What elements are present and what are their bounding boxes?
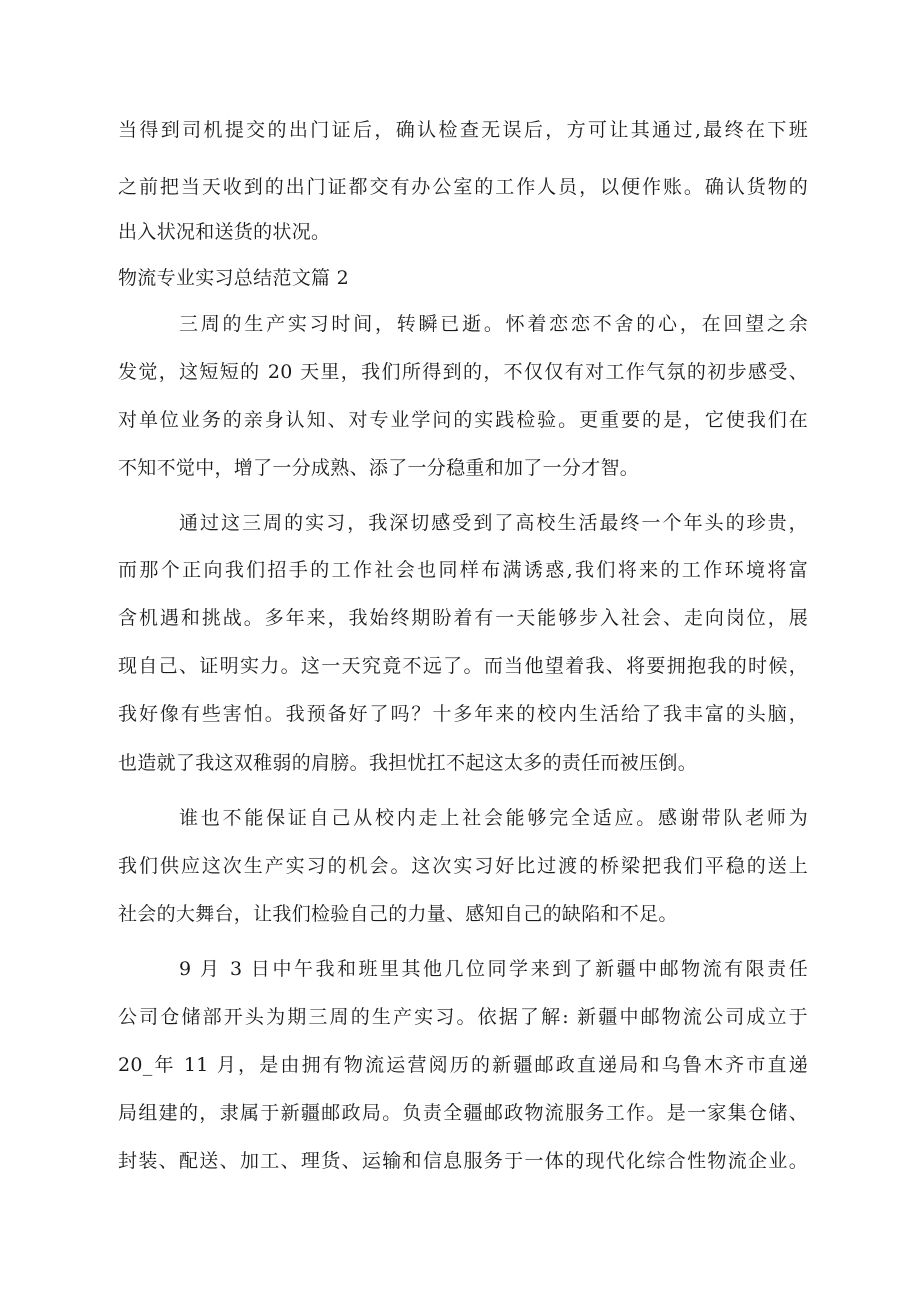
text-line: 当得到司机提交的出门证后，确认检查无误后，方可让其通过,最终在下班 — [118, 119, 808, 141]
text-line: 9 月 3 日中午我和班里其他几位同学来到了新疆中邮物流有限责任 — [179, 958, 808, 980]
text-line: 我好像有些害怕。我预备好了吗？十多年来的校内生活给了我丰富的头脑， — [118, 703, 808, 725]
text-line: 我们供应这次生产实习的机会。这次实习好比过渡的桥梁把我们平稳的送上 — [118, 855, 808, 877]
text-line: 发觉，这短短的 20 天里，我们所得到的，不仅仅有对工作气氛的初步感受、 — [118, 361, 808, 383]
text-line: 也造就了我这双稚弱的肩膀。我担忧扛不起这太多的责任而被压倒。 — [118, 752, 698, 774]
text-line: 封装、配送、加工、理货、运输和信息服务于一体的现代化综合性物流企业。 — [118, 1150, 808, 1172]
text-line: 不知不觉中，增了一分成熟、添了一分稳重和加了一分才智。 — [118, 457, 640, 479]
text-line: 含机遇和挑战。多年来，我始终期盼着有一天能够步入社会、走向岗位，展 — [118, 607, 808, 629]
text-line: 之前把当天收到的出门证都交有办公室的工作人员，以便作账。确认货物的 — [118, 176, 808, 198]
text-line: 而那个正向我们招手的工作社会也同样布满诱惑,我们将来的工作环境将富 — [118, 559, 808, 581]
section-heading: 物流专业实习总结范文篇 2 — [118, 267, 350, 289]
text-line: 三周的生产实习时间，转瞬已逝。怀着恋恋不舍的心，在回望之余 — [179, 313, 808, 335]
text-line: 通过这三周的实习，我深切感受到了高校生活最终一个年头的珍贵， — [179, 512, 808, 534]
text-line: 社会的大舞台，让我们检验自己的力量、感知自己的缺陷和不足。 — [118, 903, 678, 925]
text-line: 局组建的，隶属于新疆邮政局。负责全疆邮政物流服务工作。是一家集仓储、 — [118, 1102, 808, 1124]
text-line: 公司仓储部开头为期三周的生产实习。依据了解: 新疆中邮物流公司成立于 — [118, 1006, 808, 1028]
text-line: 20_年 11 月，是由拥有物流运营阅历的新疆邮政直递局和乌鲁木齐市直递 — [118, 1054, 808, 1076]
text-line: 谁也不能保证自己从校内走上社会能够完全适应。感谢带队老师为 — [179, 807, 808, 829]
text-line: 出入状况和送货的状况。 — [118, 221, 331, 243]
text-line: 对单位业务的亲身认知、对专业学问的实践检验。更重要的是，它使我们在 — [118, 409, 808, 431]
text-line: 现自己、证明实力。这一天究竟不远了。而当他望着我、将要拥抱我的时候， — [118, 655, 808, 677]
